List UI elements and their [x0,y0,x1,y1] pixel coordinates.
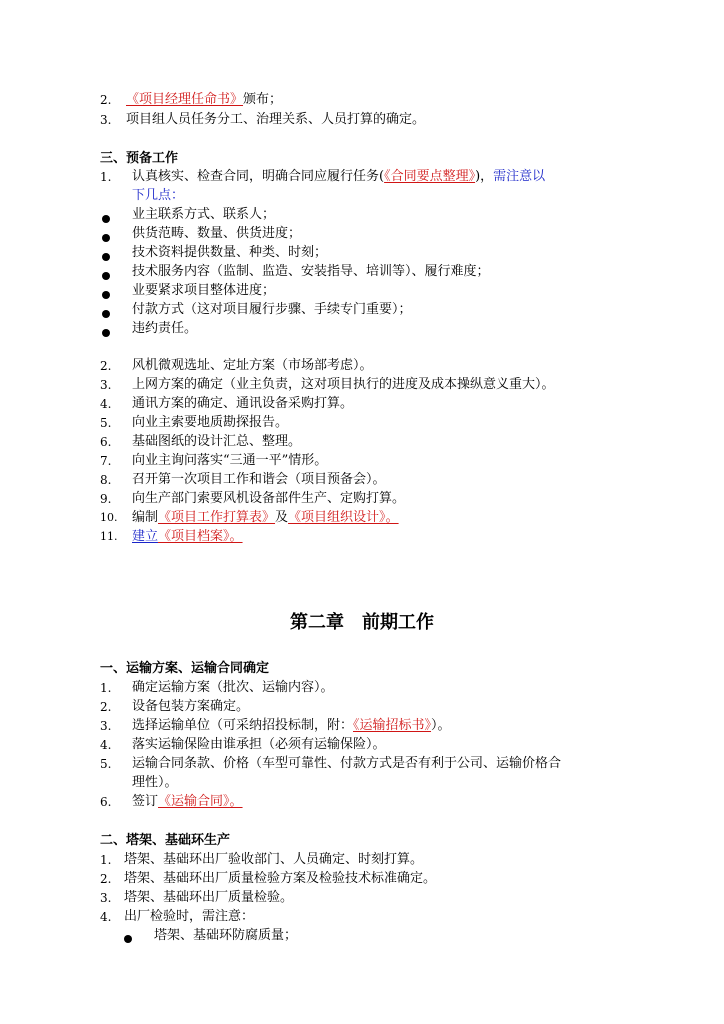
bullet-icon [102,272,110,280]
list-item-text: 。 [229,529,243,544]
doc-link-transport-contract[interactable]: 《运输合同》 [158,794,230,809]
list-number: 10. [100,511,118,524]
list-number: 3. [100,113,112,127]
list-item-text: 运输合同条款、价格（车型可靠性、付款方式是否有利于公司、运输价格合 [132,756,562,771]
list-item-text: 向业主索要地质勘探报告。 [132,415,289,430]
list-item-text: 项目组人员任务分工、治理关系、人员打算的确定。 [126,112,426,127]
section-heading: 一、运输方案、运输合同确定 [100,661,270,676]
list-item [132,793,243,811]
list-item-text: 出厂检验时，需注意： [124,909,255,924]
bullet-icon [102,291,110,299]
list-number: 3. [100,719,112,733]
list-number: 9. [100,492,112,506]
bullet-icon [102,215,110,223]
list-number: 2. [100,93,112,107]
list-number: 2. [100,872,112,886]
list-number: 2. [100,700,112,714]
bullet-item: 业主联系方式、联系人； [132,207,276,222]
list-item-text: 落实运输保险由谁承担（必须有运输保险）。 [132,737,386,752]
list-number: 1. [100,681,112,695]
list-item-text: 塔架、基础环出厂质量检验。 [124,890,294,905]
bullet-icon [102,310,110,318]
bullet-item: 业要紧求项目整体进度； [132,283,276,298]
doc-link-contract-summary[interactable]: 《合同要点整理》 [384,169,476,184]
list-item-text: 颁布； [243,92,283,107]
bullet-item: 塔架、基础环防腐质量； [154,928,298,943]
bullet-item: 供货范畴、数量、供货进度； [132,226,302,241]
list-item-text: 理性）。 [132,775,178,790]
list-number: 8. [100,473,112,487]
note-text: 下几点： [132,188,185,203]
list-item-text: 基础图纸的设计汇总、整理。 [132,434,302,449]
list-number: 4. [100,397,112,411]
list-item-text: 编制 [132,510,159,525]
list-number: 3. [100,378,112,392]
list-item-text: 召开第一次项目工作和谐会（项目预备会）。 [132,472,386,487]
list-item-text: 设备包装方案确定。 [132,699,250,714]
list-item [126,91,282,109]
list-item-text: 上网方案的确定（业主负责，这对项目执行的进度及成本操纵意义重大）。 [132,377,555,392]
list-item-text: 认真核实、检查合同，明确合同应履行任务( [132,169,385,184]
doc-link-organization-design[interactable]: 《项目组织设计》 [288,510,386,525]
list-item-text: )， [475,169,494,184]
list-number: 5. [100,757,112,771]
list-item [132,717,451,735]
list-item [132,509,399,527]
list-number: 5. [100,416,112,430]
section-heading: 二、塔架、基础环生产 [100,833,231,848]
list-item-text: 建立 [132,529,159,544]
list-item-text: 向业主询问落实“三通一平”情形。 [132,453,328,468]
list-item-text: 及 [275,510,289,525]
doc-link-transport-tender[interactable]: 《运输招标书》 [353,718,432,733]
list-item-text: 。 [385,510,399,525]
bullet-icon [124,935,132,943]
list-number: 6. [100,795,112,809]
bullet-icon [102,234,110,242]
bullet-item: 付款方式（这对项目履行步骤、手续专门重要）； [132,302,412,317]
list-item-text: ）。 [431,718,451,733]
bullet-item: 技术资料提供数量、种类、时刻； [132,245,328,260]
list-number: 1. [100,170,112,184]
list-item-text: 向生产部门索要风机设备部件生产、定购打算。 [132,491,406,506]
list-item-text: 塔架、基础环出厂验收部门、人员确定、时刻打算。 [124,852,424,867]
chapter-title: 第二章 前期工作 [290,612,434,633]
list-item-text: 。 [229,794,243,809]
list-item-text: 风机微观选址、定址方案（市场部考虑）。 [132,358,373,373]
list-item [132,528,243,546]
list-number: 4. [100,738,112,752]
doc-link-project-archive[interactable]: 《项目档案》 [158,529,230,544]
list-number: 11. [100,530,118,543]
list-number: 3. [100,891,112,905]
bullet-icon [102,329,110,337]
list-item-text: 选择运输单位（可采纳招投标制，附： [132,718,354,733]
bullet-item: 技术服务内容（监制、监造、安装指导、培训等）、履行难度； [132,264,490,279]
bullet-item: 违约责任。 [132,321,198,336]
doc-link-project-manager-appointment[interactable]: 《项目经理任命书》 [126,92,244,107]
list-number: 1. [100,853,112,867]
list-item-text: 确定运输方案（批次、运输内容）。 [132,680,334,695]
list-number: 6. [100,435,112,449]
list-item-text: 签订 [132,794,159,809]
note-text: 需注意以 [493,169,546,184]
list-number: 4. [100,910,112,924]
list-item [132,168,545,186]
doc-link-work-plan-table[interactable]: 《项目工作打算表》 [158,510,276,525]
list-item-text: 塔架、基础环出厂质量检验方案及检验技术标准确定。 [124,871,437,886]
list-number: 2. [100,359,112,373]
list-item-text: 通讯方案的确定、通讯设备采购打算。 [132,396,354,411]
section-heading: 三、预备工作 [100,151,179,166]
list-number: 7. [100,454,112,468]
bullet-icon [102,253,110,261]
